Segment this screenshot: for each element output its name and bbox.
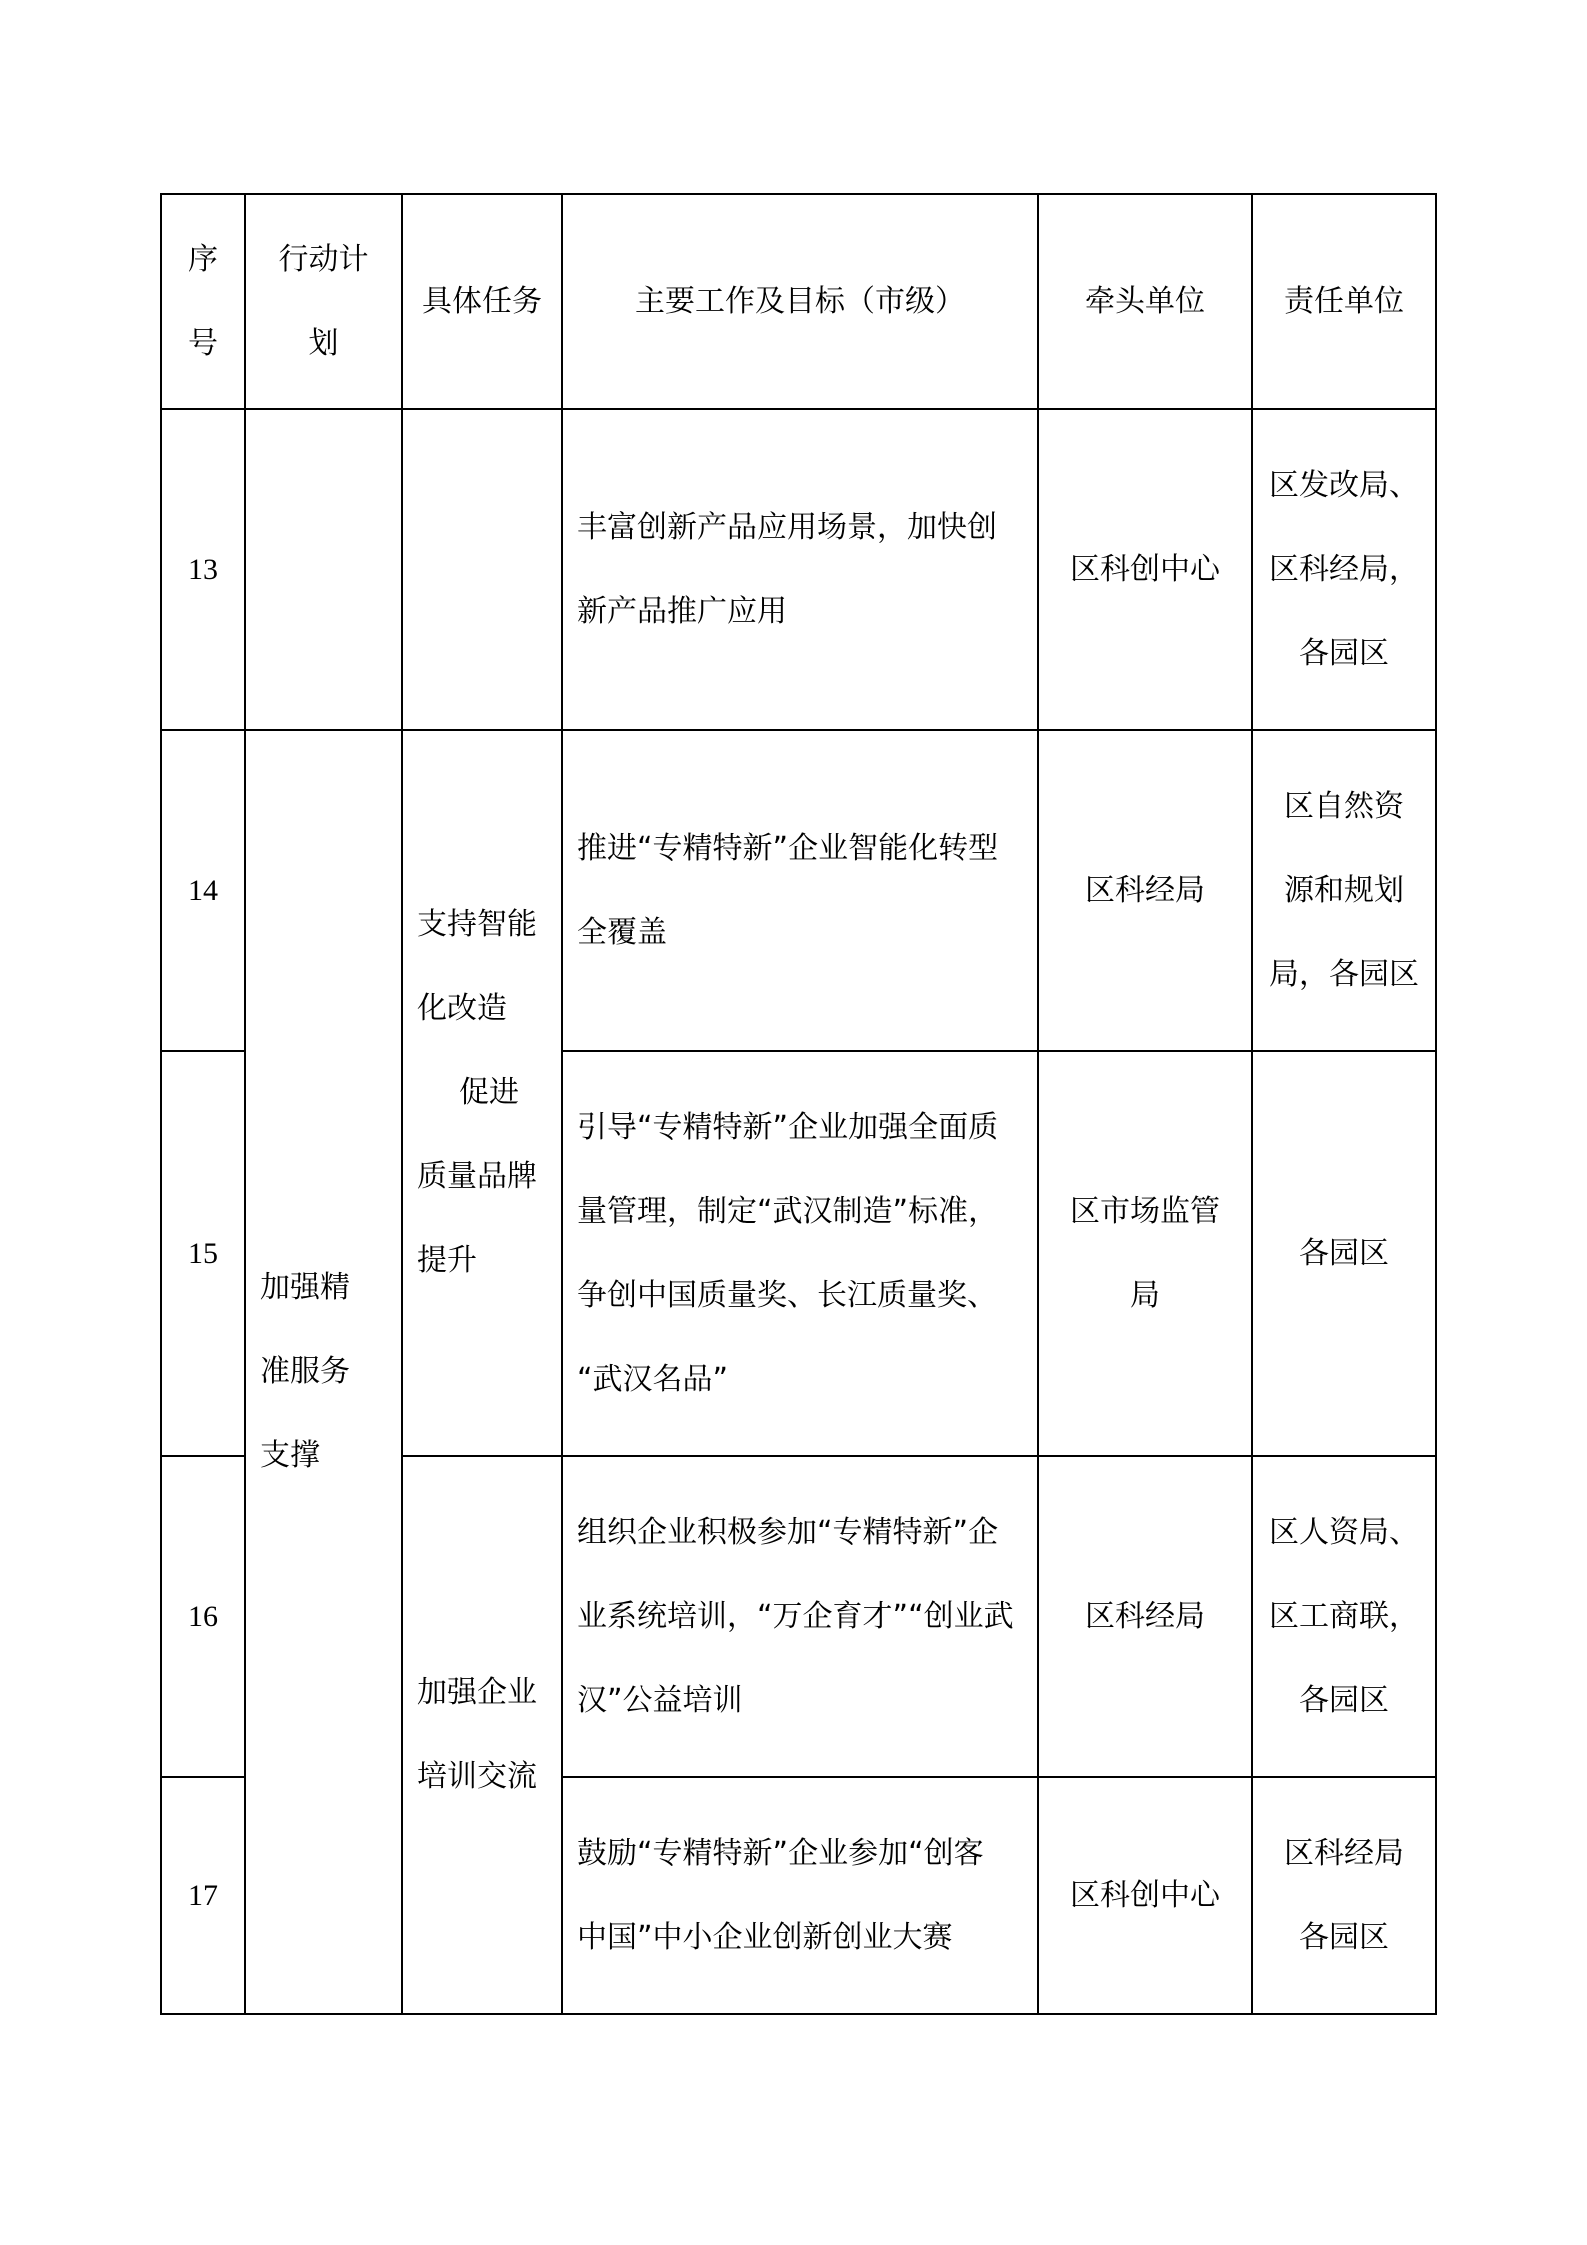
goal-line: 丰富创新产品应用场景，加快创 xyxy=(577,509,997,545)
goal-line: 中国”中小企业创新创业大赛 xyxy=(577,1919,953,1955)
row-resp xyxy=(1252,730,1436,1051)
row-resp xyxy=(1252,1456,1436,1777)
row-goal xyxy=(562,1051,1038,1456)
row-seq: 14 xyxy=(161,730,245,1051)
goal-line: 争创中国质量奖、长江质量奖、 xyxy=(577,1277,997,1313)
task-line: 化改造 xyxy=(417,991,507,1026)
row-task-empty xyxy=(402,409,562,730)
plan-group-line: 支撑 xyxy=(260,1438,320,1473)
task-group-cell xyxy=(402,1456,562,2014)
task-group-cell xyxy=(402,730,562,1456)
row-lead xyxy=(1038,1456,1252,1777)
goal-line: 组织企业积极参加“专精特新”企 xyxy=(577,1514,999,1550)
task-line: 支持智能 xyxy=(417,907,537,942)
row-plan-empty xyxy=(245,409,402,730)
row-seq: 15 xyxy=(161,1051,245,1456)
row-goal xyxy=(562,409,1038,730)
row-goal xyxy=(562,1456,1038,1777)
row-goal xyxy=(562,730,1038,1051)
task-line: 培训交流 xyxy=(417,1759,537,1794)
lead-line: 区市场监管 xyxy=(1070,1193,1220,1229)
task-line: 提升 xyxy=(417,1243,477,1278)
goal-line: 量管理，制定“武汉制造”标准， xyxy=(577,1193,999,1229)
goal-line: 汉”公益培训 xyxy=(577,1682,743,1718)
plan-group-cell xyxy=(245,730,402,2014)
plan-group-line: 准服务 xyxy=(260,1354,350,1389)
table-row xyxy=(161,730,1436,1051)
lead-line: 局 xyxy=(1130,1277,1160,1313)
header-goal: 主要工作及目标（市级） xyxy=(562,194,1038,409)
lead-line: 区科经局 xyxy=(1085,872,1205,908)
goal-line: 全覆盖 xyxy=(577,914,667,950)
task-line: 促进 xyxy=(459,1075,519,1110)
goal-line: 引导“专精特新”企业加强全面质 xyxy=(577,1109,999,1145)
header-lead: 牵头单位 xyxy=(1038,194,1252,409)
resp-line: 各园区 xyxy=(1299,635,1389,671)
header-plan-line: 行动计 xyxy=(278,241,369,277)
task-line: 加强企业 xyxy=(417,1675,537,1710)
goal-line: 新产品推广应用 xyxy=(577,593,787,629)
goal-line: 推进“专精特新”企业智能化转型 xyxy=(577,830,999,866)
resp-line: 源和规划 xyxy=(1284,872,1404,908)
header-resp: 责任单位 xyxy=(1252,194,1436,409)
row-resp xyxy=(1252,1777,1436,2014)
row-lead xyxy=(1038,730,1252,1051)
row-resp xyxy=(1252,409,1436,730)
resp-line: 各园区 xyxy=(1299,1919,1389,1955)
row-lead xyxy=(1038,1777,1252,2014)
task-line: 质量品牌 xyxy=(417,1159,537,1194)
resp-line: 区科经局， xyxy=(1269,551,1419,587)
row-lead xyxy=(1038,409,1252,730)
plan-group-line: 加强精 xyxy=(260,1270,350,1305)
resp-line: 区自然资 xyxy=(1284,788,1404,824)
header-row xyxy=(161,194,1436,409)
table-row xyxy=(161,409,1436,730)
resp-line: 区发改局、 xyxy=(1269,467,1419,503)
row-goal xyxy=(562,1777,1038,2014)
resp-line: 区人资局、 xyxy=(1269,1514,1419,1550)
row-resp xyxy=(1252,1051,1436,1456)
resp-line: 局，各园区 xyxy=(1269,956,1419,992)
action-plan-table xyxy=(160,193,1437,2015)
header-plan xyxy=(245,194,402,409)
row-seq: 13 xyxy=(161,409,245,730)
goal-line: 鼓励“专精特新”企业参加“创客 xyxy=(577,1835,984,1871)
header-task: 具体任务 xyxy=(402,194,562,409)
resp-line: 区工商联， xyxy=(1269,1598,1419,1634)
row-lead xyxy=(1038,1051,1252,1456)
goal-line: 业系统培训，“万企育才”“创业武 xyxy=(577,1598,1014,1634)
row-seq: 16 xyxy=(161,1456,245,1777)
goal-line: “武汉名品” xyxy=(577,1361,729,1397)
header-seq xyxy=(161,194,245,409)
row-seq: 17 xyxy=(161,1777,245,2014)
header-seq-line: 号 xyxy=(188,325,218,361)
resp-line: 区科经局 xyxy=(1284,1835,1404,1871)
lead-line: 区科经局 xyxy=(1085,1598,1205,1634)
header-seq-line: 序 xyxy=(188,241,218,277)
lead-line: 区科创中心 xyxy=(1070,1877,1220,1913)
resp-line: 各园区 xyxy=(1299,1235,1389,1271)
header-plan-line: 划 xyxy=(308,325,339,361)
lead-line: 区科创中心 xyxy=(1070,551,1220,587)
resp-line: 各园区 xyxy=(1299,1682,1389,1718)
